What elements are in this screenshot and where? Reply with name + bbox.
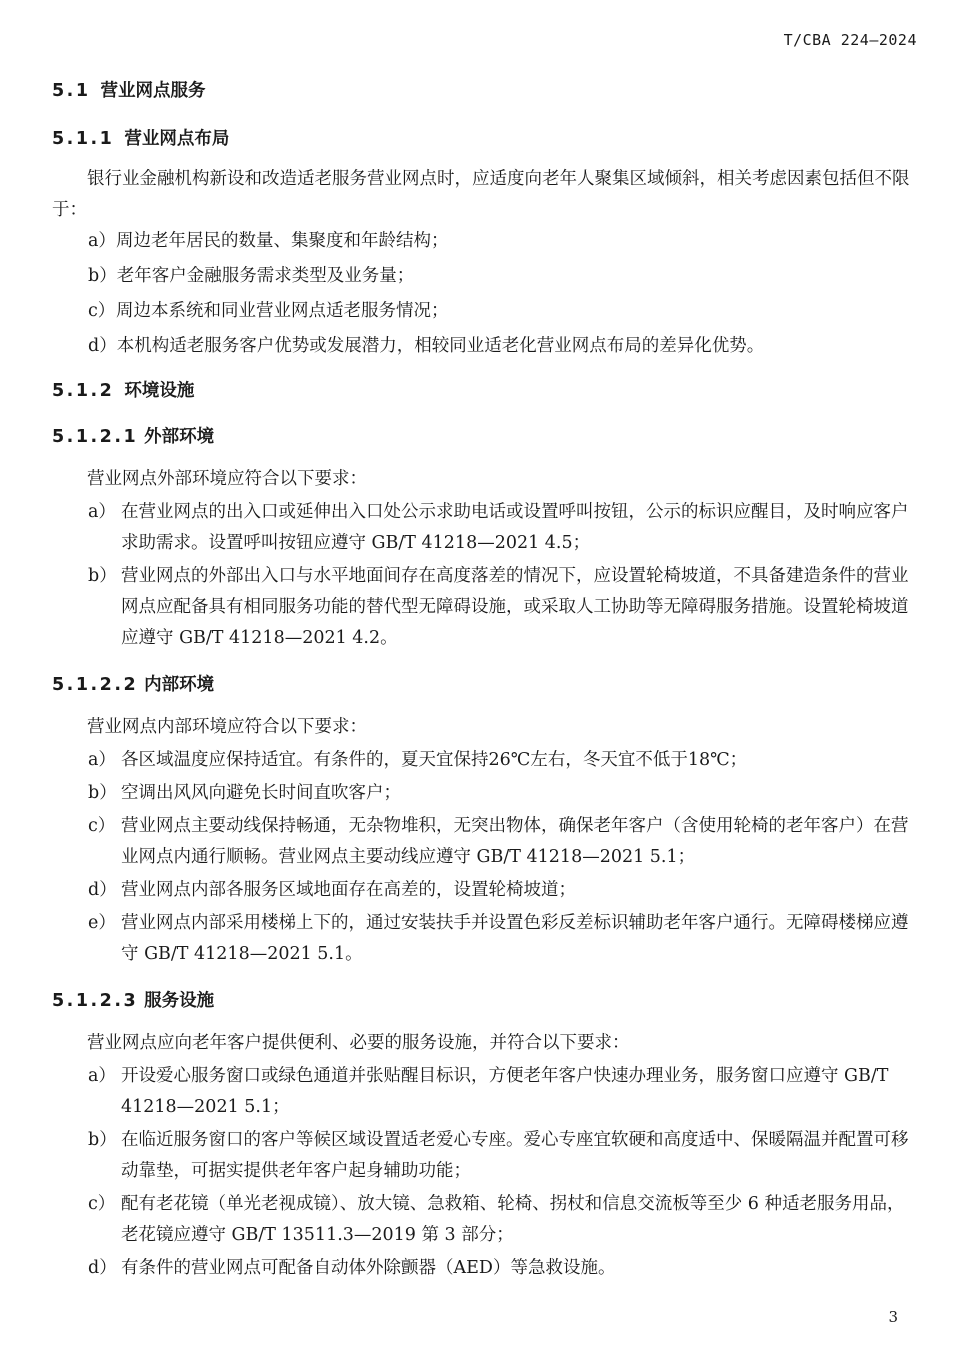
paragraph-layout-intro: 银行业金融机构新设和改造适老服务营业网点时，应适度向老年人聚集区域倾斜，相关考虑因素包括但不限于：	[52, 169, 910, 220]
heading-title: 内部环境	[144, 675, 215, 695]
heading-number: 5.1	[52, 81, 91, 101]
paragraph-service-intro: 营业网点应向老年客户提供便利、必要的服务设施，并符合以下要求：	[87, 1033, 630, 1053]
heading-5-1-1	[52, 126, 920, 152]
document-body	[52, 78, 920, 1284]
list-item: d） 本机构适老服务客户优势或发展潜力，相较同业适老化营业网点布局的差异化优势。	[88, 336, 765, 356]
list-item: b） 老年客户金融服务需求类型及业务量；	[88, 266, 415, 286]
list-item: b） 在临近服务窗口的客户等候区域设置适老爱心专座。爱心专座宜软硬和高度适中、保暖隔温并配置可移动靠垫，可据实提供老年客户起身辅助功能；	[88, 1130, 909, 1181]
standard-code: T/CBA 224—2024	[783, 31, 917, 49]
heading-5-1-2-2	[52, 672, 920, 698]
list-item: b） 空调出风风向避免长时间直吹客户；	[88, 783, 401, 803]
list-item: b） 营业网点的外部出入口与水平地面间存在高度落差的情况下，应设置轮椅坡道，不具备建造条件的营业网点应配备具有相同服务功能的替代型无障碍设施，或采取人工协助等无障碍服务措施。设置轮椅坡道应遵守 GB/T 41218—2021 4.2。	[88, 566, 909, 648]
list-item: d） 营业网点内部各服务区域地面存在高差的，设置轮椅坡道；	[88, 880, 576, 900]
heading-5-1-2-3	[52, 988, 920, 1014]
paragraph-internal-intro: 营业网点内部环境应符合以下要求：	[87, 717, 367, 737]
list-item: d） 有条件的营业网点可配备自动体外除颤器（AED）等急救设施。	[88, 1258, 616, 1278]
list-item: a） 各区域温度应保持适宜。有条件的，夏天宜保持26℃左右，冬天宜不低于18℃；	[88, 750, 748, 770]
list-item: c） 周边本系统和同业营业网点适老服务情况；	[88, 301, 449, 321]
heading-title: 营业网点布局	[124, 129, 230, 149]
heading-number: 5.1.1	[52, 129, 115, 149]
heading-number: 5.1.2.3	[52, 991, 139, 1011]
list-item: c） 配有老花镜（单光老视成镜）、放大镜、急救箱、轮椅、拐杖和信息交流板等至少 6 种适老服务用品，老花镜应遵守 GB/T 13511.3—2019 第 3 部分；	[88, 1194, 905, 1245]
list-item: a） 开设爱心服务窗口或绿色通道并张贴醒目标识，方便老年客户快速办理业务，服务窗口应遵守 GB/T 41218—2021 5.1；	[88, 1066, 889, 1117]
heading-title: 营业网点服务	[100, 81, 206, 101]
list-item: a） 在营业网点的出入口或延伸出入口处公示求助电话或设置呼叫按钮，公示的标识应醒目，及时响应客户求助需求。设置呼叫按钮应遵守 GB/T 41218—2021 4.5；	[88, 502, 909, 553]
heading-5-1-2-1	[52, 424, 920, 450]
heading-number: 5.1.2.2	[52, 675, 139, 695]
list-item: e） 营业网点内部采用楼梯上下的，通过安装扶手并设置色彩反差标识辅助老年客户通行。无障碍楼梯应遵守 GB/T 41218—2021 5.1。	[88, 913, 909, 964]
heading-number: 5.1.2.1	[52, 427, 139, 447]
paragraph-external-intro: 营业网点外部环境应符合以下要求：	[87, 469, 367, 489]
heading-title: 服务设施	[144, 991, 215, 1011]
list-item: a） 周边老年居民的数量、集聚度和年龄结构；	[88, 231, 449, 251]
heading-title: 外部环境	[144, 427, 215, 447]
page-number: 3	[888, 1308, 898, 1326]
list-item: c） 营业网点主要动线保持畅通，无杂物堆积，无突出物体，确保老年客户（含使用轮椅的老年客户）在营业网点内通行顺畅。营业网点主要动线应遵守 GB/T 41218—2021 5.1；	[88, 816, 909, 867]
heading-5-1	[52, 78, 920, 104]
heading-5-1-2	[52, 378, 920, 404]
heading-number: 5.1.2	[52, 381, 115, 401]
heading-title: 环境设施	[124, 381, 195, 401]
